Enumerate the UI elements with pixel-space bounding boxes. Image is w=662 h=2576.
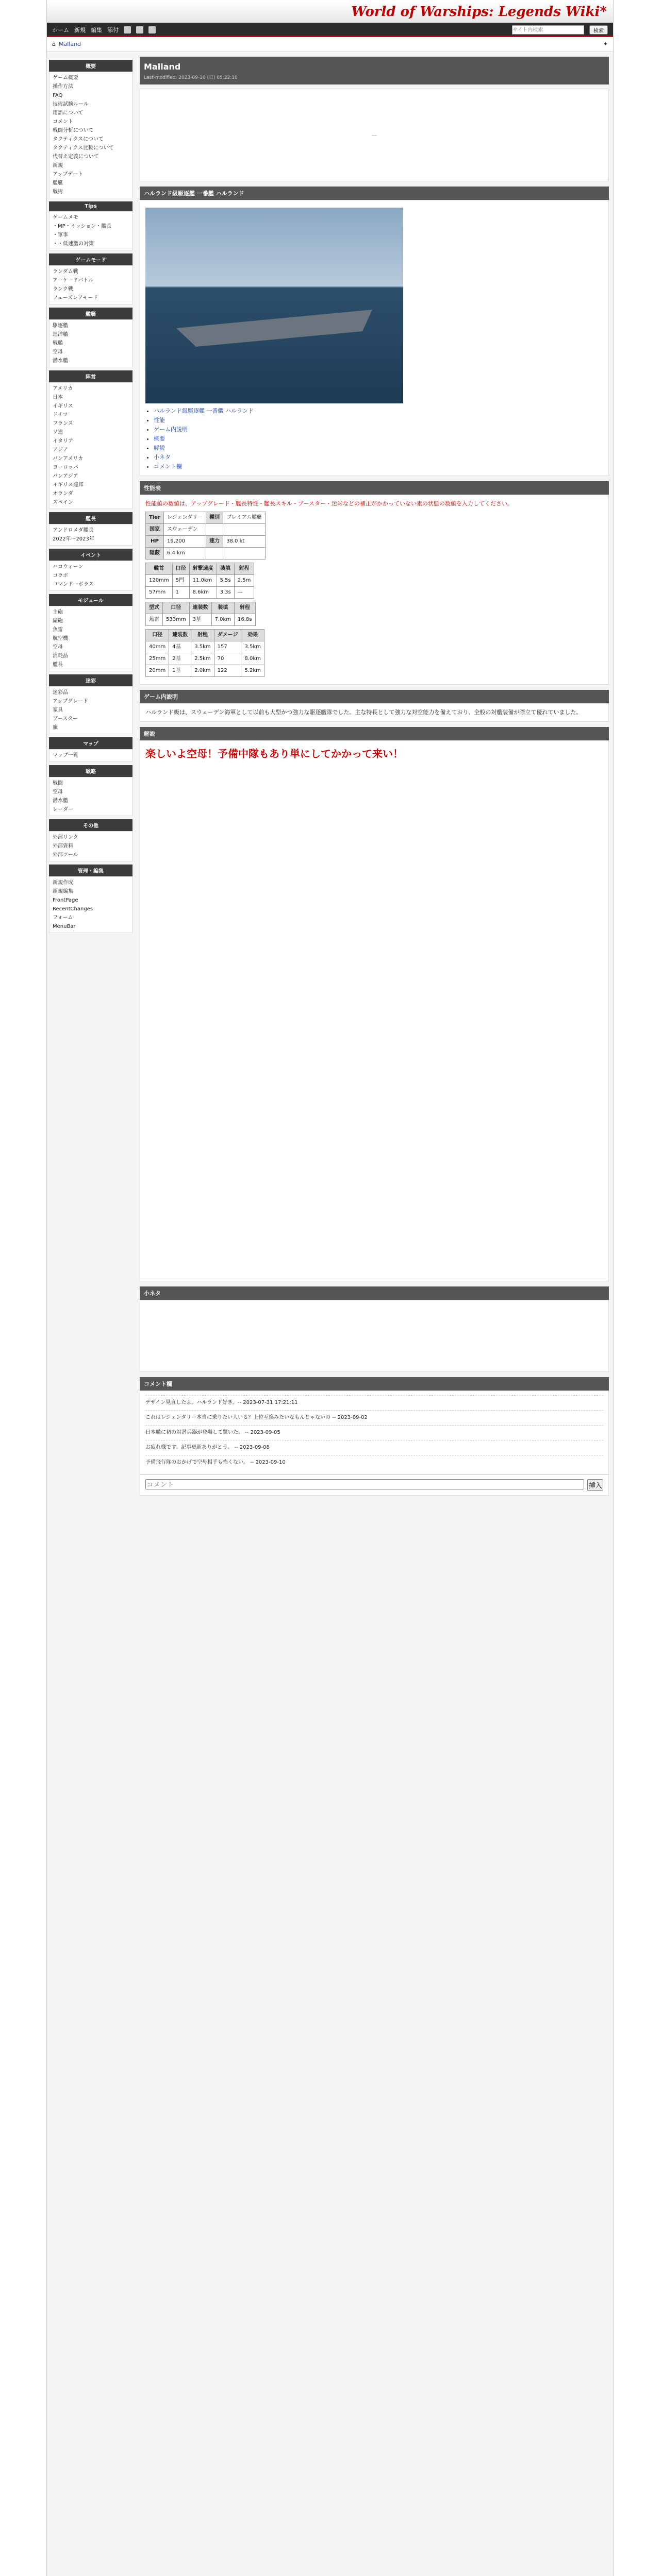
top-nav — [47, 23, 613, 37]
table-cell: 5.5s — [217, 575, 234, 587]
sidebar-link[interactable]: ランダム戦 — [53, 269, 78, 275]
sidebar-link[interactable]: RecentChanges — [53, 906, 93, 912]
table-cell: 25mm — [146, 653, 169, 665]
sidebar-link[interactable]: ゲーム概要 — [53, 75, 78, 81]
toc-link[interactable]: 解説 — [154, 445, 165, 451]
table-cell: 70 — [214, 653, 241, 665]
sidebar-link[interactable]: 外部資料 — [53, 843, 73, 849]
section-overview: ハルランド級駆逐艦 一番艦 ハルランド — [140, 187, 609, 200]
sidebar-link[interactable]: 戦術 — [53, 189, 63, 195]
site-header — [47, 0, 613, 37]
sidebar-link[interactable]: ドイツ — [53, 412, 68, 418]
search-input[interactable] — [512, 25, 584, 35]
sidebar-heading: 管理・編集 — [49, 865, 133, 876]
sidebar-link[interactable]: ・MP・ミッション・艦長 — [53, 224, 112, 229]
page-title: Malland — [140, 57, 609, 74]
table-cell: 3.5km — [191, 641, 214, 653]
sidebar-heading: イベント — [49, 549, 133, 561]
sidebar-link[interactable]: 操作方法 — [53, 84, 73, 90]
main-content — [140, 57, 609, 1496]
comment-item: 日本艦に初の対潜兵器が登場して驚いた。 -- 2023-09-05 — [145, 1425, 603, 1440]
section-trivia: 小ネタ — [140, 1286, 609, 1300]
table-cell: 533mm — [163, 614, 190, 626]
table-header: 艦首 — [146, 563, 173, 575]
sidebar-link[interactable]: ゲームメモ — [53, 215, 78, 221]
explain-headline: 楽しいよ空母！予備中隊もあり単にしてかかって来い！ — [145, 748, 403, 760]
table-cell: 魚雷 — [146, 614, 163, 626]
sidebar-link[interactable]: イギリス — [53, 403, 73, 409]
search-button[interactable]: 検索 — [589, 25, 608, 35]
sidebar-link[interactable]: 新規 — [53, 163, 63, 168]
sidebar-link[interactable]: 航空機 — [53, 636, 68, 641]
sidebar-heading: 概要 — [49, 60, 133, 72]
sidebar-link[interactable]: 潜水艦 — [53, 798, 68, 804]
toc-link[interactable]: ハルランド級駆逐艦 一番艦 ハルランド — [154, 408, 254, 414]
table-header: 連装数 — [189, 602, 211, 614]
history-icon[interactable] — [148, 26, 156, 33]
home-icon[interactable]: ⌂ — [52, 41, 56, 47]
table-cell: 2.5m — [234, 575, 254, 587]
sidebar-link[interactable]: 艦艇 — [53, 180, 63, 186]
toc-link[interactable]: ゲーム内説明 — [154, 426, 188, 433]
table-cell: 4基 — [169, 641, 191, 653]
table-header: 射程 — [234, 563, 254, 575]
sidebar-link[interactable]: 外部リンク — [53, 835, 78, 840]
last-modified: Last-modified: 2023-09-10 (日) 05:22:10 — [140, 74, 609, 84]
sidebar-heading: 陣営 — [49, 370, 133, 382]
sidebar-link[interactable]: 艦長 — [53, 662, 63, 668]
section-explain: 解説 — [140, 727, 609, 740]
sidebar-link[interactable]: フランス — [53, 421, 73, 427]
table-header: 連装数 — [169, 630, 191, 641]
nav-edit[interactable]: 編集 — [91, 27, 102, 33]
comment-list — [140, 1391, 609, 1475]
sidebar-link[interactable]: 消耗品 — [53, 653, 68, 659]
table-cell: 3基 — [189, 614, 211, 626]
comment-submit-button[interactable]: 挿入 — [587, 1479, 603, 1491]
share-icon[interactable]: ✦ — [603, 41, 608, 47]
comment-item: 予備飛行隊のおかげで空母相手も怖くない。 -- 2023-09-10 — [145, 1455, 603, 1470]
sidebar-link[interactable]: 魚雷 — [53, 627, 63, 633]
sidebar-link[interactable]: ハロウィーン — [53, 564, 84, 570]
sidebar-link[interactable]: 巡洋艦 — [53, 332, 68, 337]
sidebar-heading: 戦略 — [49, 765, 133, 777]
comment-item: お疲れ様です。記事更新ありがとう。 -- 2023-09-08 — [145, 1440, 603, 1455]
toc-link[interactable]: コメント欄 — [154, 463, 182, 470]
sidebar-link[interactable]: コマンドーボラス — [53, 582, 94, 587]
site-title[interactable]: World of Warships: Legends Wiki* — [351, 4, 607, 20]
table-cell: 5.2km — [241, 665, 264, 677]
sidebar-link[interactable]: 駆逐艦 — [53, 323, 68, 329]
table-header: 口径 — [172, 563, 189, 575]
sidebar-link[interactable]: 外部ツール — [53, 852, 78, 858]
desc-text: ハルランド級は、スウェーデン海軍として以前も大型かつ強力な駆逐艦隊でした。主な特長として強力な対空能力を備えており、全般の対艦装備が際立て優れていました。 — [140, 703, 609, 722]
table-header: 射程 — [235, 602, 255, 614]
table-cell: — — [234, 587, 254, 599]
breadcrumb — [47, 37, 613, 52]
nav-attach[interactable]: 添付 — [107, 27, 119, 33]
sidebar-link[interactable]: FAQ — [53, 93, 63, 98]
sidebar-link[interactable]: 用語について — [53, 110, 84, 116]
sidebar-link[interactable]: 空母 — [53, 349, 63, 355]
sidebar-link[interactable]: 新規作成 — [53, 880, 73, 886]
toc — [154, 406, 603, 471]
section-performance: 性能表 — [140, 481, 609, 495]
table-cell: 120mm — [146, 575, 173, 587]
sidebar-link[interactable]: フォーム — [53, 915, 73, 921]
sidebar-heading: モジュール — [49, 594, 133, 606]
table-cell: 20mm — [146, 665, 169, 677]
sidebar-link[interactable]: レーダー — [53, 807, 73, 812]
sidebar-link[interactable]: ヨーロッパ — [53, 465, 78, 470]
table-cell: 3.5km — [241, 641, 264, 653]
list-icon[interactable] — [124, 26, 131, 33]
table-cell: 5門 — [172, 575, 189, 587]
nav-new[interactable]: 新規 — [74, 27, 86, 33]
sidebar-link[interactable]: パンアメリカ — [53, 456, 84, 462]
sidebar-link[interactable]: FrontPage — [53, 897, 78, 903]
torpedo-table — [145, 602, 256, 626]
table-header: 効果 — [241, 630, 264, 641]
sidebar-link[interactable]: 副砲 — [53, 618, 63, 624]
table-header: 射程 — [191, 630, 214, 641]
sidebar-link[interactable]: 主砲 — [53, 609, 63, 615]
sidebar-link[interactable]: アップデート — [53, 172, 84, 177]
sidebar-link[interactable]: オランダ — [53, 491, 73, 497]
table-cell: 3.3s — [217, 587, 234, 599]
table-header: ダメージ — [214, 630, 241, 641]
sidebar-link[interactable]: ソ連 — [53, 430, 63, 435]
sidebar-link[interactable]: ブースター — [53, 716, 78, 722]
sidebar-link[interactable]: MenuBar — [53, 924, 76, 929]
sidebar-link[interactable]: 戦闘分析について — [53, 128, 94, 133]
section-comments: コメント欄 — [140, 1377, 609, 1391]
diff-icon[interactable] — [136, 26, 143, 33]
table-cell: 11.0km — [189, 575, 217, 587]
sidebar-link[interactable]: 代替え定義について — [53, 154, 99, 160]
sidebar-link[interactable]: ・軍事 — [53, 232, 68, 238]
comment-item: デザイン見直したよ。ハルランド好き。-- 2023-07-31 17:21:11 — [145, 1395, 603, 1410]
ad-slot: — — [140, 89, 609, 181]
sidebar — [49, 57, 133, 933]
sidebar-heading: 艦艇 — [49, 308, 133, 319]
table-header: 装填 — [211, 602, 234, 614]
sidebar-link[interactable]: イタリア — [53, 438, 73, 444]
toc-link[interactable]: 小ネタ — [154, 454, 171, 461]
sidebar-link[interactable]: マップ一覧 — [53, 753, 78, 758]
table-cell: 2.5km — [191, 653, 214, 665]
sidebar-link[interactable]: パンアジア — [53, 473, 78, 479]
toc-link[interactable]: 概要 — [154, 435, 165, 442]
sidebar-link[interactable]: 日本 — [53, 395, 63, 400]
spec-table: Tier レジェンダリー 種別 プレミアム艦艇 国家 スウェーデン HP 19,200 速力 38.0 kt 隠蔽 6.4 km — [145, 512, 266, 560]
sidebar-link[interactable]: 2022年〜2023年 — [53, 536, 94, 542]
table-header: 型式 — [146, 602, 163, 614]
sidebar-link[interactable]: 戦闘 — [53, 781, 63, 786]
comment-item: これはレジェンダリー本当に乗りたい人いる？上位互換みたいなもんじゃないの -- 2023-09-02 — [145, 1410, 603, 1425]
table-cell: 157 — [214, 641, 241, 653]
table-cell: 2基 — [169, 653, 191, 665]
sidebar-link[interactable]: スペイン — [53, 500, 73, 505]
table-row — [146, 665, 264, 677]
sidebar-link[interactable]: アンドロメダ艦長 — [53, 528, 94, 533]
sidebar-link[interactable]: イギリス連邦 — [53, 482, 84, 488]
sidebar-link[interactable]: タクティクス比較について — [53, 145, 114, 151]
table-cell: 57mm — [146, 587, 173, 599]
sidebar-heading: マップ — [49, 737, 133, 749]
notice: 性能値の数値は、アップグレード・艦長特性・艦長スキル・ブースター・迷彩などの補正がかかっていない素の状態の数値を入力してください。 — [145, 500, 513, 507]
sidebar-link[interactable]: 新規編集 — [53, 889, 73, 894]
sidebar-link[interactable]: 迷彩品 — [53, 690, 68, 696]
table-header: 口径 — [163, 602, 190, 614]
table-cell: 7.0km — [211, 614, 234, 626]
sidebar-link[interactable]: アメリカ — [53, 386, 73, 392]
table-header: 射撃速度 — [189, 563, 217, 575]
table-row — [146, 614, 256, 626]
sidebar-link[interactable]: コラボ — [53, 573, 68, 579]
table-header: 装填 — [217, 563, 234, 575]
toc-link[interactable]: 性能 — [154, 417, 165, 423]
table-cell: 122 — [214, 665, 241, 677]
table-row — [146, 641, 264, 653]
sidebar-heading: Tips — [49, 201, 133, 211]
sidebar-link[interactable]: 空母 — [53, 645, 63, 650]
sidebar-link[interactable]: フューズレアモード — [53, 295, 98, 301]
table-cell: 8.0km — [241, 653, 264, 665]
sidebar-heading: 迷彩 — [49, 674, 133, 686]
sidebar-link[interactable]: アーケードバトル — [53, 278, 94, 283]
sidebar-link[interactable]: 戦艦 — [53, 341, 63, 346]
sidebar-link[interactable]: 家具 — [53, 707, 63, 713]
sidebar-link[interactable]: 潜水艦 — [53, 358, 68, 364]
table-row — [146, 653, 264, 665]
sidebar-link[interactable]: 空母 — [53, 789, 63, 795]
sidebar-link[interactable]: コメント — [53, 119, 73, 125]
table-cell: 40mm — [146, 641, 169, 653]
table-row — [146, 575, 254, 587]
sidebar-link[interactable]: アップグレード — [53, 699, 88, 704]
sidebar-heading: ゲームモード — [49, 253, 133, 265]
sidebar-heading: 艦長 — [49, 512, 133, 524]
sidebar-link[interactable]: 技術試験ルール — [53, 101, 89, 107]
sidebar-heading: その他 — [49, 819, 133, 831]
table-cell: 1 — [172, 587, 189, 599]
sidebar-link[interactable]: ランク戦 — [53, 286, 73, 292]
ship-image — [145, 208, 403, 403]
sidebar-link[interactable]: 旗 — [53, 725, 58, 731]
nav-home[interactable]: ホーム — [52, 27, 69, 33]
sidebar-link[interactable]: タクティクスについて — [53, 137, 104, 142]
aa-table — [145, 629, 264, 677]
table-cell: 8.6km — [189, 587, 217, 599]
table-cell: 2.0km — [191, 665, 214, 677]
sidebar-link[interactable]: ・・低速艦の対策 — [53, 241, 94, 247]
main-battery-table — [145, 563, 254, 599]
section-desc: ゲーム内説明 — [140, 690, 609, 703]
table-row — [146, 587, 254, 599]
table-cell: 16.8s — [235, 614, 255, 626]
sidebar-link[interactable]: アジア — [53, 447, 68, 453]
breadcrumb-current[interactable]: Malland — [58, 41, 81, 47]
comment-input[interactable] — [145, 1479, 584, 1489]
table-cell: 1基 — [169, 665, 191, 677]
table-header: 口径 — [146, 630, 169, 641]
